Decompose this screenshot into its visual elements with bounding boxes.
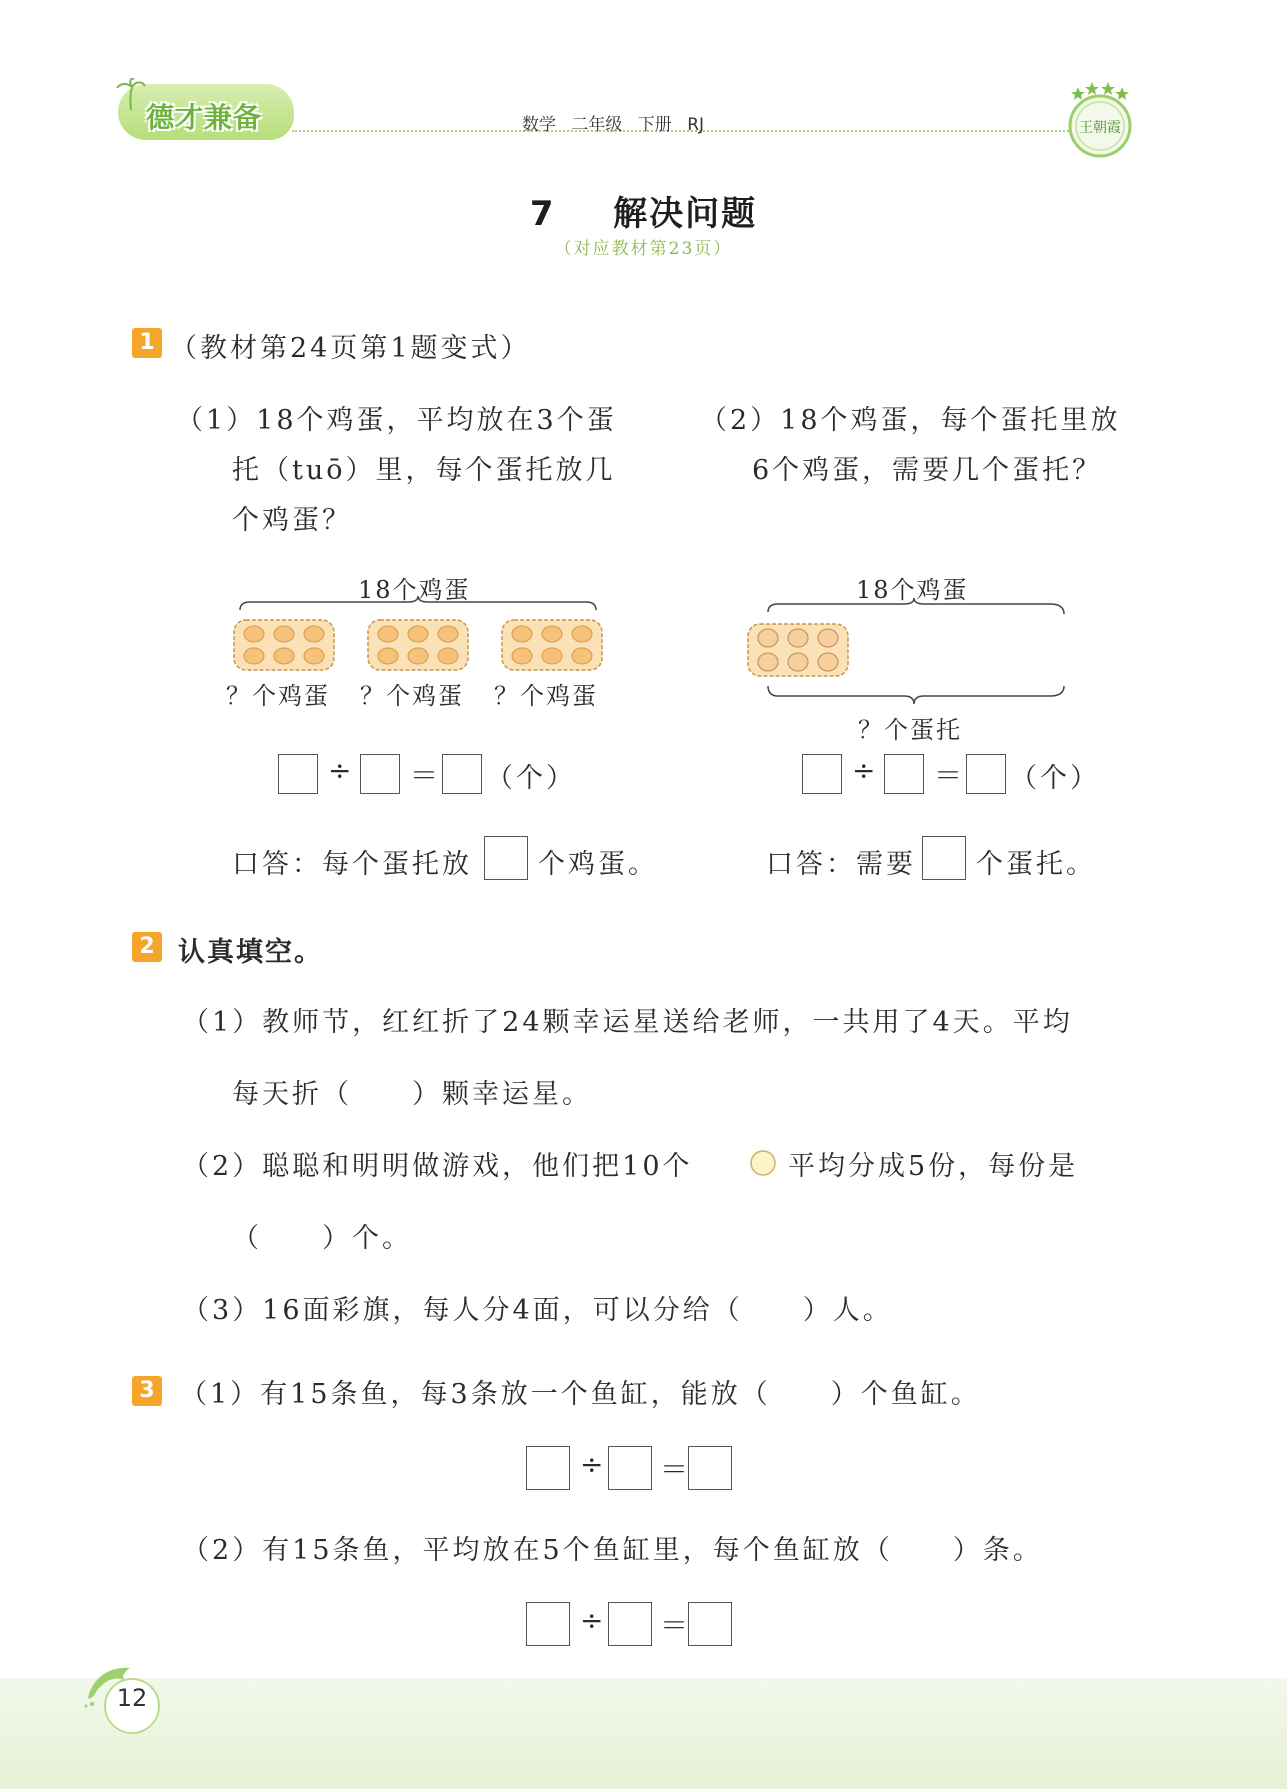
tray3-label: ？个鸡蛋 xyxy=(494,682,598,710)
q1-p2-line1: （2）18个鸡蛋，每个蛋托里放 xyxy=(700,405,1121,436)
q2-item1-line2: 每天折（ ）颗幸运星。 xyxy=(232,1079,592,1110)
q3-eq1-div-sign: ÷ xyxy=(580,1448,604,1481)
textbook-reference: （对应教材第23页） xyxy=(554,239,733,259)
eq2-div-sign: ÷ xyxy=(852,754,876,787)
q1-heading: （教材第24页第1题变式） xyxy=(170,333,531,364)
page-number: 12 xyxy=(116,1684,148,1712)
diagram2-bottom-label: ？个蛋托 xyxy=(858,716,962,744)
diagram2-tray xyxy=(744,594,1072,714)
diagram2-top-brace xyxy=(768,598,1064,614)
palm-tree-icon xyxy=(114,78,148,112)
egg-tray-1 xyxy=(234,620,334,670)
diagram2-bottom-brace xyxy=(768,686,1064,704)
header-subject-line: 数学 二年级 下册 RJ xyxy=(522,115,705,135)
lesson-title: 解决问题 xyxy=(613,194,758,234)
footer-band xyxy=(0,1678,1287,1789)
egg-tray-2 xyxy=(368,620,468,670)
tray2-label: ？个鸡蛋 xyxy=(360,682,464,710)
q1-p2-line2: 6个鸡蛋，需要几个蛋托？ xyxy=(752,455,1103,486)
diagram2-total-label: 18个鸡蛋 xyxy=(856,576,969,604)
q1-p1-line3: 个鸡蛋？ xyxy=(232,505,352,536)
tray1-label: ？个鸡蛋 xyxy=(226,682,330,710)
eq1-box-dividend[interactable] xyxy=(278,754,318,794)
q1-p2-answer-box[interactable] xyxy=(922,836,966,880)
eq2-box-divisor[interactable] xyxy=(884,754,924,794)
eq1-unit: （个） xyxy=(486,763,576,794)
q1-p1-answer-suffix: 个鸡蛋。 xyxy=(538,849,658,880)
q3-eq1-box-divisor[interactable] xyxy=(608,1446,652,1490)
q3-item2: （2）有15条鱼，平均放在5个鱼缸里，每个鱼缸放（ ）条。 xyxy=(182,1535,1043,1566)
header-logo-text: 德才兼备 xyxy=(146,101,263,134)
q3-eq1-eq-sign: ＝ xyxy=(660,1453,689,1486)
lesson-number: 7 xyxy=(529,194,556,234)
q2-item1-line1: （1）教师节，红红折了24颗幸运星送给老师，一共用了4天。平均 xyxy=(182,1007,1073,1038)
q1-p2-answer-suffix: 个蛋托。 xyxy=(976,849,1096,880)
eq1-div-sign: ÷ xyxy=(328,754,352,787)
q1-p1-line2: 托（tuō）里，每个蛋托放几 xyxy=(232,455,616,486)
q2-item3: （3）16面彩旗，每人分4面，可以分给（ ）人。 xyxy=(182,1295,893,1326)
q1-p1-line1: （1）18个鸡蛋，平均放在3个蛋 xyxy=(176,405,617,436)
egg-tray-3 xyxy=(502,620,602,670)
q3-eq1-box-result[interactable] xyxy=(688,1446,732,1490)
q3-eq2-box-dividend[interactable] xyxy=(526,1602,570,1646)
yellow-circle-icon xyxy=(748,1148,778,1178)
q2-item2-line2: （ ）个。 xyxy=(232,1223,412,1254)
q3-eq2-box-divisor[interactable] xyxy=(608,1602,652,1646)
q1-p1-answer-prefix: 口答：每个蛋托放 xyxy=(232,849,472,880)
eq1-eq-sign: ＝ xyxy=(410,759,439,792)
eq2-box-result[interactable] xyxy=(966,754,1006,794)
q2-heading: 认真填空。 xyxy=(178,937,323,968)
q3-eq2-eq-sign: ＝ xyxy=(660,1609,689,1642)
page-title xyxy=(0,186,1287,235)
eq2-unit: （个） xyxy=(1010,763,1100,794)
diagram1-trays xyxy=(230,594,606,674)
question-number-1: 1 xyxy=(132,328,162,358)
seal-badge-icon xyxy=(1060,78,1140,162)
question-number-3: 3 xyxy=(132,1376,162,1406)
q3-eq2-div-sign: ÷ xyxy=(580,1604,604,1637)
q2-item2-line1a: （2）聪聪和明明做游戏，他们把10个 xyxy=(182,1151,693,1182)
egg-tray-single xyxy=(748,624,848,676)
diagram1-brace xyxy=(240,596,596,610)
q3-eq1-box-dividend[interactable] xyxy=(526,1446,570,1490)
eq1-box-result[interactable] xyxy=(442,754,482,794)
q1-p1-answer-box[interactable] xyxy=(484,836,528,880)
q1-p2-answer-prefix: 口答：需要 xyxy=(766,849,916,880)
q3-eq2-box-result[interactable] xyxy=(688,1602,732,1646)
question-number-2: 2 xyxy=(132,932,162,962)
eq2-eq-sign: ＝ xyxy=(934,759,963,792)
eq1-box-divisor[interactable] xyxy=(360,754,400,794)
q3-item1: （1）有15条鱼，每3条放一个鱼缸，能放（ ）个鱼缸。 xyxy=(180,1379,981,1410)
diagram1-total-label: 18个鸡蛋 xyxy=(358,576,471,604)
q2-item2-line1b: 平均分成5份，每份是 xyxy=(788,1151,1079,1182)
badge-text: 王朝霞 xyxy=(1079,120,1121,136)
eq2-box-dividend[interactable] xyxy=(802,754,842,794)
